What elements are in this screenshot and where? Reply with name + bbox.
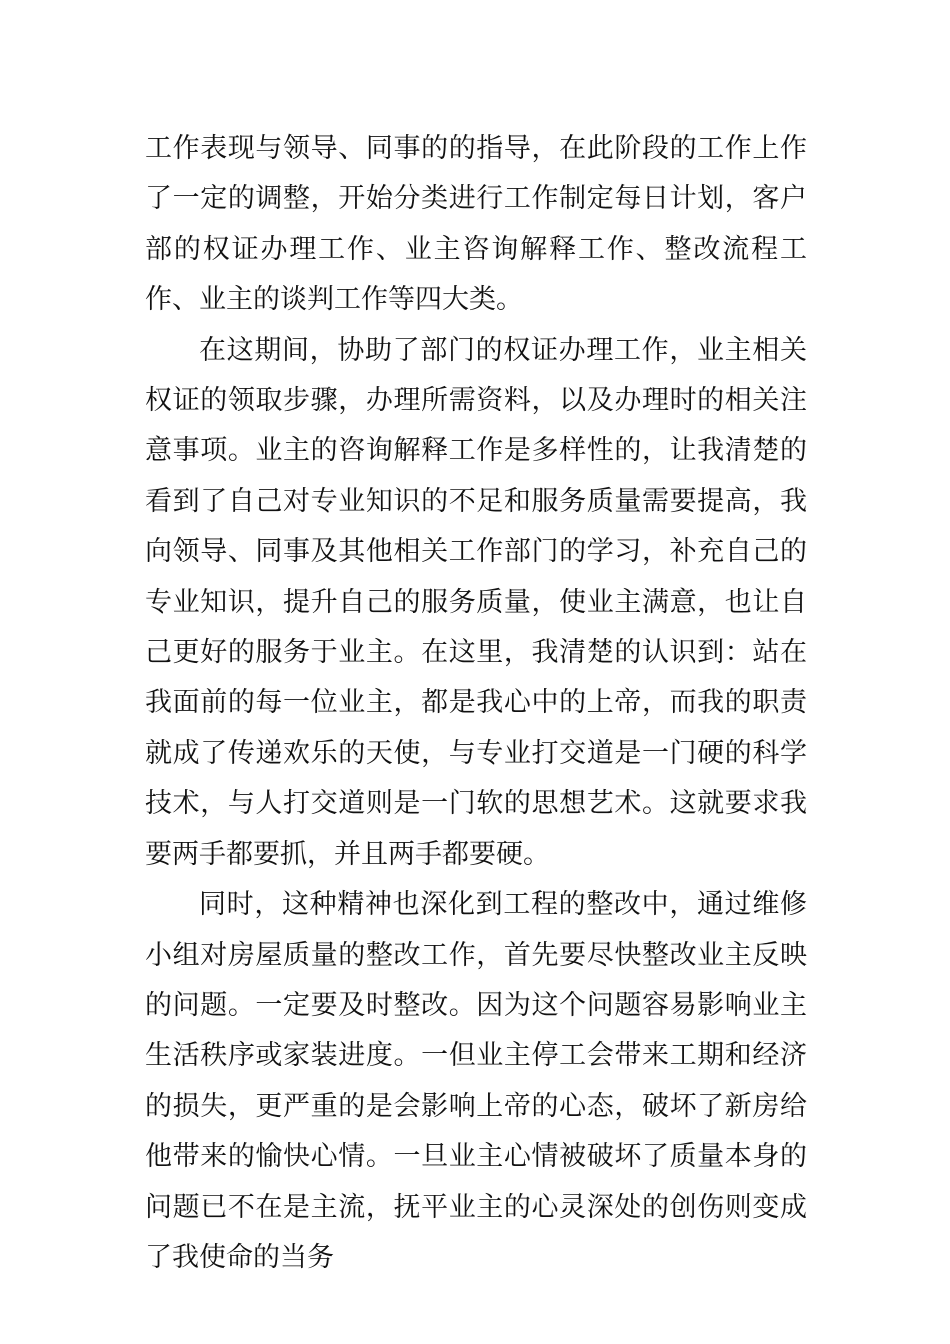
paragraph-1: 工作表现与领导、同事的的指导，在此阶段的工作上作了一定的调整，开始分类进行工作制定每日计划，客户部的权证办理工作、业主咨询解释工作、整改流程工作、业主的谈判工作等四大类。 bbox=[145, 133, 807, 316]
paragraph-3: 同时，这种精神也深化到工程的整改中，通过维修小组对房屋质量的整改工作，首先要尽快整改业主反映的问题。一定要及时整改。因为这个问题容易影响业主生活秩序或家装进度。一但业主停工会带来工期和经济的损失，更严重的是会影响上帝的心态，破坏了新房给他带来的愉快心情。一旦业主心情被破坏了质量本身的问题已不在是主流，抚平业主的心灵深处的创伤则变成了我使命的当务 bbox=[145, 889, 807, 1273]
paragraph-2: 在这期间，协助了部门的权证办理工作，业主相关权证的领取步骤，办理所需资料，以及办理时的相关注意事项。业主的咨询解释工作是多样性的，让我清楚的看到了自己对专业知识的不足和服务质量需要提高，我向领导、同事及其他相关工作部门的学习，补充自己的专业知识，提升自己的服务质量，使业主满意，也让自己更好的服务于业主。在这里，我清楚的认识到：站在我面前的每一位业主，都是我心中的上帝，而我的职责就成了传递欢乐的天使，与专业打交道是一门硬的科学技术，与人打交道则是一门软的思想艺术。这就要求我要两手都要抓，并且两手都要硬。 bbox=[145, 334, 807, 870]
document-body bbox=[145, 124, 807, 1283]
